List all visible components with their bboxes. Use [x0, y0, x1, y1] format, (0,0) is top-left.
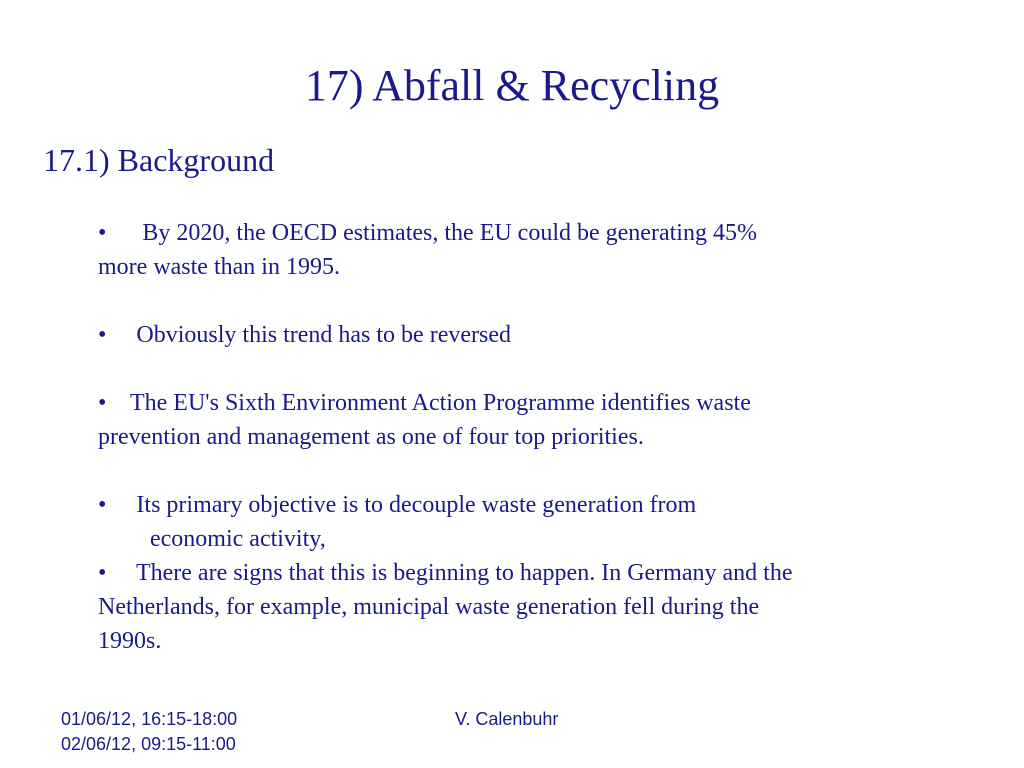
bullet-4-line-1: • Its primary objective is to decouple waste generation from — [98, 492, 697, 518]
spacer — [98, 454, 978, 488]
bullet-list — [98, 216, 978, 658]
bullet-5-line-1: • There are signs that this is beginning to happen. In Germany and the — [98, 560, 793, 586]
footer-date-1: 01/06/12, 16:15-18:00 — [61, 709, 238, 729]
bullet-2-line-1: • Obviously this trend has to be reversed — [98, 322, 511, 348]
section-heading: 17.1) Background — [43, 142, 275, 178]
footer-dates — [61, 707, 237, 757]
spacer — [98, 352, 978, 386]
bullet-4-line-2: economic activity, — [150, 526, 326, 552]
slide-title: 17) Abfall & Recycling — [304, 61, 720, 110]
footer-author: V. Calenbuhr — [455, 709, 559, 729]
bullet-5-line-2: Netherlands, for example, municipal waste generation fell during the — [98, 594, 760, 620]
bullet-1-line-1: • By 2020, the OECD estimates, the EU could be generating 45% — [98, 220, 757, 246]
bullet-1-line-2: more waste than in 1995. — [98, 254, 340, 280]
footer-date-2: 02/06/12, 09:15-11:00 — [61, 734, 236, 754]
spacer — [98, 284, 978, 318]
bullet-3-line-1: • The EU's Sixth Environment Action Programme identifies waste — [98, 390, 751, 416]
bullet-5-line-3: 1990s. — [98, 628, 162, 654]
bullet-3-line-2: prevention and management as one of four top priorities. — [98, 424, 644, 450]
